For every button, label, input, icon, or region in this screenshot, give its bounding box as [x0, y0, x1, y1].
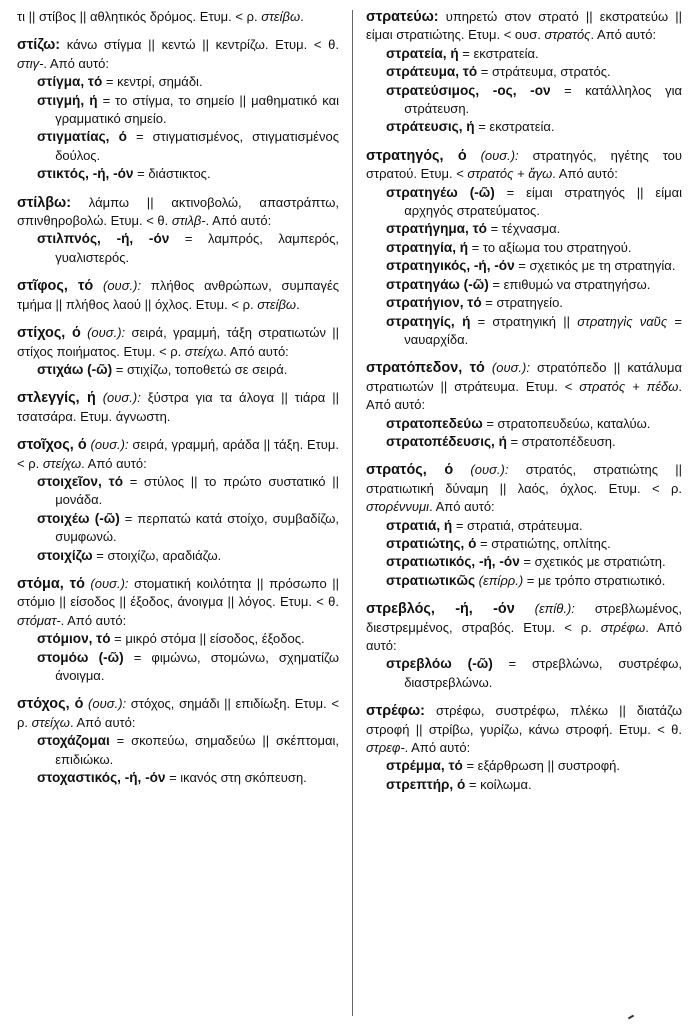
- entry: [366, 702, 682, 794]
- derived-definition-tail: = ναυαρχίδα.: [404, 313, 682, 347]
- entry-text: [17, 277, 339, 314]
- derived-word: στρατηγάω (-ῶ): [386, 276, 489, 292]
- derived-definition: = σκοπεύω, σημαδεύω || σκέπτομαι, επιδιώκω.: [55, 733, 339, 767]
- derived-entry: [386, 63, 682, 81]
- entry-text: [17, 575, 339, 630]
- entry-tail: .: [296, 296, 300, 312]
- etymology: στείβω: [257, 296, 297, 312]
- derived-definition: = στρατηγική ||: [470, 313, 578, 329]
- derived-entry: [386, 313, 682, 350]
- entry: [17, 695, 339, 787]
- derived-word: στοιχεῖον, τό: [37, 473, 123, 489]
- derived-definition: = στρατιώτης, οπλίτης.: [476, 535, 611, 551]
- derived-word: στιγμή, ή: [37, 92, 98, 108]
- entry-tail: . Από αυτό:: [429, 499, 495, 515]
- definition: λάμπω || ακτινοβολώ, απαστράπτω, σπινθηροβολώ. Ετυμ. < θ.: [17, 194, 339, 229]
- derived-definition: = ικανός στη σκόπευση.: [165, 770, 307, 786]
- entry-tail: . Από αυτό:: [366, 619, 682, 653]
- derived-definition: = είμαι στρατηγός || είμαι αρχηγός στρατεύματος.: [404, 184, 682, 219]
- definition: κάνω στίγμα || κεντώ || κεντρίζω. Ετυμ. < θ.: [60, 37, 339, 53]
- derived-word: στόμιον, τό: [37, 631, 111, 647]
- headword: στόμα, τό: [17, 575, 85, 592]
- entry: [366, 600, 682, 692]
- part-of-speech: (ουσ.):: [93, 278, 142, 294]
- derived-entry: [386, 433, 682, 451]
- derived-entry: [386, 239, 682, 257]
- derived-word: στοιχέω (-ῶ): [37, 510, 120, 526]
- derived-word: στράτευμα, τό: [386, 64, 478, 80]
- definition: πλήθος ανθρώπων, συμπαγές τμήμα || πλήθος λαού || όχλος. Ετυμ. < ρ.: [17, 278, 340, 312]
- entry-tail: . Από αυτό:: [69, 714, 136, 730]
- etymology: στόματ-: [17, 612, 61, 628]
- definition: στρατός, στρατιώτης || στρατιωτική δύναμη || λαός, όχλος. Ετυμ. < ρ.: [366, 462, 683, 496]
- part-of-speech: (ουσ.):: [80, 325, 126, 341]
- derived-entry: [386, 553, 682, 571]
- derived-word: στρατιωτικός, -ή, -όν: [386, 554, 520, 570]
- derived-definition: = εξάρθρωση || συστροφή.: [462, 758, 621, 774]
- derived-word: στράτευσις, ή: [386, 119, 475, 135]
- entry-tail: . Από αυτό:: [205, 213, 272, 229]
- entry: [17, 575, 339, 685]
- entry: [366, 8, 682, 137]
- headword: στοῖχος, ό: [17, 437, 87, 454]
- derived-entry: [37, 510, 339, 547]
- entry-text: [366, 359, 682, 414]
- derived-definition: = στιγματισμένος, στιγματισμένος δούλος.: [55, 129, 339, 163]
- entry-tail: . Από αυτό:: [60, 612, 127, 628]
- derived-definition: = στρατοπευδεύω, καταλύω.: [482, 415, 651, 431]
- entry-tail: . Από αυτό:: [552, 166, 618, 182]
- entry-tail: . Από αυτό:: [81, 455, 147, 471]
- entry-tail: . Από αυτό:: [223, 343, 289, 359]
- derived-entry: [386, 82, 682, 119]
- derived-entry: [37, 361, 339, 379]
- headword: στῖφος, τό: [17, 278, 94, 295]
- headword: στρατεύω:: [366, 9, 439, 25]
- entry: [366, 359, 682, 451]
- headword: στλεγγίς, ή: [17, 390, 96, 407]
- derived-entry: [37, 128, 339, 165]
- part-of-speech: (ουσ.):: [84, 575, 129, 591]
- derived-word: στικτός, -ή, -όν: [37, 166, 134, 182]
- headword: στρέφω:: [366, 703, 425, 720]
- derived-definition: = κεντρί, σημάδι.: [102, 74, 203, 90]
- derived-entry: [37, 230, 339, 267]
- headword: στίλβω:: [17, 194, 71, 211]
- derived-definition: = με τρόπο στρατιωτικό.: [523, 572, 666, 588]
- derived-definition: = περπατώ κατά στοίχο, συμβαδίζω, συμφωνώ.: [55, 510, 339, 545]
- derived-word: στρέμμα, τό: [386, 758, 463, 774]
- definition: στρατηγός, ηγέτης του στρατού. Ετυμ. <: [366, 147, 682, 182]
- entry: [366, 461, 682, 590]
- derived-definition: = το στίγμα, το σημείο || μαθηματικό και γραμματικό σημείο.: [55, 92, 339, 127]
- derived-entry: [386, 535, 682, 553]
- definition: στρέφω, συστρέφω, πλέκω || διατάζω στροφή || στρίβω, γυρίζω, κάνω στροφή. Ετυμ. < θ.: [366, 703, 682, 737]
- derived-definition: = κατάλληλος για στράτευση.: [404, 82, 682, 117]
- entry: [17, 277, 339, 314]
- derived-definition: = στρεβλώνω, συστρέφω, διαστρεβλώνω.: [404, 656, 682, 690]
- derived-definition: = κοίλωμα.: [465, 776, 532, 792]
- derived-word: στρατιωτικῶς: [386, 572, 476, 588]
- derived-definition: = στρατιά, στράτευμα.: [452, 517, 583, 533]
- part-of-speech: (επίθ.):: [514, 601, 575, 617]
- derived-word: στρατεύσιμος, -ος, -ον: [386, 82, 551, 98]
- derived-definition: = το αξίωμα του στρατηγού.: [468, 239, 632, 255]
- derived-definition: = στράτευμα, στρατός.: [477, 64, 611, 80]
- entry-text: [366, 147, 682, 184]
- part-of-speech: (ουσ.):: [95, 390, 141, 406]
- derived-entry: [386, 776, 682, 794]
- entry: [17, 36, 339, 183]
- derived-word: στιχάω (-ῶ): [37, 361, 113, 377]
- etymology: στιλβ-: [171, 213, 206, 229]
- etymology: στορέννυμι: [366, 499, 430, 515]
- derived-entry: [386, 257, 682, 275]
- entry-text: [17, 194, 339, 231]
- headword: στρατηγός, ό: [366, 147, 467, 164]
- derived-word: στοχάζομαι: [37, 733, 110, 749]
- derived-word: στρατιώτης, ό: [386, 535, 477, 551]
- derived-word: στρεπτήρ, ό: [386, 776, 466, 792]
- derived-word: στοχαστικός, -ή, -όν: [37, 770, 166, 786]
- entry: [17, 389, 339, 426]
- part-of-speech: (ουσ.):: [86, 437, 129, 453]
- derived-entry: [37, 732, 339, 769]
- derived-definition: = μικρό στόμα || είσοδος, έξοδος.: [110, 631, 305, 647]
- headword: στρατόπεδον, τό: [366, 360, 485, 377]
- derived-word: στίγμα, τό: [37, 74, 103, 90]
- derived-word: στρατιά, ή: [386, 517, 453, 533]
- definition: ξύστρα για τα άλογα || τιάρα || τσατσάρα. Ετυμ. άγνωστη.: [17, 390, 339, 424]
- derived-entry: [386, 572, 682, 590]
- derived-definition: = στρατηγείο.: [481, 295, 563, 311]
- entry-text: [366, 8, 682, 45]
- derived-definition: = σχετικός με τη στρατηγία.: [514, 258, 676, 274]
- entry: [366, 147, 682, 349]
- definition: στρατόπεδο || κατάλυμα στρατιωτών || στράτευμα. Ετυμ. <: [366, 360, 683, 394]
- derived-word: στρατοπεδεύω: [386, 415, 483, 431]
- entry-tail: . Από αυτό:: [43, 55, 110, 71]
- derived-definition: = στοιχίζω, αραδιάζω.: [92, 547, 222, 563]
- derived-word: στρατηγίς, ή: [386, 313, 471, 329]
- entry: [17, 194, 339, 268]
- derived-definition: = σχετικός με στρατιώτη.: [519, 554, 666, 570]
- derived-entry: [386, 45, 682, 63]
- definition: υπηρετώ στον στρατό || εκστρατεύω || είμαι στρατιώτης. Ετυμ. < ουσ.: [366, 9, 682, 43]
- right-column: [366, 8, 682, 804]
- part-of-speech: (ουσ.):: [83, 696, 127, 712]
- headword: στρεβλός, -ή, -όν: [366, 601, 515, 618]
- part-of-speech: (επίρρ.): [475, 572, 524, 588]
- entry-tail: . Από αυτό:: [366, 378, 683, 413]
- definition: σειρά, γραμμή, τάξη στρατιωτών || στίχος ποιήματος. Ετυμ. < ρ.: [17, 325, 340, 359]
- definition: σειρά, γραμμή, αράδα || τάξη. Ετυμ. < ρ.: [17, 437, 340, 471]
- part-of-speech: (ουσ.):: [484, 360, 530, 376]
- etymology: στείχω: [31, 714, 70, 730]
- headword: στίχος, ό: [17, 325, 81, 342]
- derived-entry: [386, 655, 682, 692]
- etymology: στρατός + ἄγω: [467, 166, 553, 182]
- derived-definition: = επιθυμώ να στρατηγήσω.: [488, 276, 651, 292]
- entry-text: [17, 695, 339, 732]
- derived-word: στοιχίζω: [37, 547, 93, 563]
- derived-definition: = εκστρατεία.: [458, 45, 539, 61]
- entry-text: [17, 389, 339, 426]
- entry-text: [17, 324, 339, 361]
- derived-entry: [386, 184, 682, 221]
- entry-text: [366, 600, 682, 655]
- derived-entry: [386, 276, 682, 294]
- column-divider: [352, 10, 353, 1016]
- derived-word: στιγματίας, ό: [37, 129, 127, 145]
- entry: [17, 324, 339, 379]
- derived-word: στρατηγικός, -ή, -όν: [386, 258, 515, 274]
- derived-entry: [37, 73, 339, 91]
- derived-word: στομόω (-ῶ): [37, 649, 124, 665]
- derived-entry: [386, 415, 682, 433]
- entry-tail: . Από αυτό:: [404, 740, 471, 756]
- derived-word: στρατηγία, ή: [386, 239, 469, 255]
- etymology: στιγ-: [17, 55, 44, 71]
- derived-definition: = εκστρατεία.: [474, 119, 555, 135]
- derived-entry: [386, 757, 682, 775]
- definition: στόχος, σημάδι || επιδίωξη. Ετυμ. < ρ.: [17, 696, 339, 730]
- entry-text: [17, 36, 339, 73]
- entry-text: [17, 8, 339, 26]
- definition: στοματική κοιλότητα || πρόσωπο || στόμιο || είσοδος || έξοδος, άνοιγμα || λόγος. Ετυμ. < θ.: [17, 575, 339, 610]
- derived-entry: [37, 473, 339, 510]
- entry-tail: .: [300, 9, 304, 24]
- derived-word: στιλπνός, -ή, -όν: [37, 231, 170, 247]
- derived-word: στρατήγιον, τό: [386, 295, 482, 311]
- etymology: στείβω: [261, 9, 301, 24]
- etymology: στρέφω: [600, 619, 646, 635]
- derived-word: στρατήγημα, τό: [386, 221, 487, 237]
- entry-text: [366, 461, 682, 516]
- entry-text: [366, 702, 682, 757]
- etymology: στρεφ-: [366, 740, 405, 756]
- derived-word: στρατοπέδευσις, ή: [386, 433, 507, 449]
- derived-definition: = διάστικτος.: [133, 166, 211, 182]
- derived-definition: = στύλος || το πρώτο συστατικό || μονάδα.: [55, 473, 339, 508]
- derived-definition: = φιμώνω, στομώνω, σχηματίζω άνοιγμα.: [55, 649, 339, 683]
- etymology: στρατός + πέδω: [579, 378, 679, 394]
- derived-definition: = στρατοπέδευση.: [506, 433, 616, 449]
- derived-entry: [37, 165, 339, 183]
- derived-entry: [37, 630, 339, 648]
- etymology: στρατός: [544, 27, 591, 43]
- left-column: [17, 8, 339, 797]
- derived-entry: [37, 649, 339, 686]
- entry: [17, 8, 339, 26]
- headword: στίζω:: [17, 37, 61, 54]
- entry-text: [17, 436, 339, 473]
- entry-tail: . Από αυτό:: [590, 27, 657, 43]
- derived-entry: [386, 517, 682, 535]
- corner-mark: [628, 1015, 634, 1020]
- derived-italic: στρατηγὶς ναῦς: [577, 313, 668, 329]
- headword: στόχος, ό: [17, 696, 84, 713]
- derived-entry: [37, 547, 339, 565]
- derived-word: στρεβλόω (-ῶ): [386, 656, 493, 672]
- derived-definition: = στιχίζω, τοποθετώ σε σειρά.: [112, 361, 288, 377]
- derived-entry: [37, 92, 339, 129]
- etymology: στείχω: [42, 455, 82, 471]
- part-of-speech: (ουσ.):: [453, 462, 509, 478]
- derived-entry: [386, 294, 682, 312]
- etymology: στείχω: [184, 343, 224, 359]
- headword: στρατός, ό: [366, 462, 454, 479]
- derived-definition: = λαμπρός, λαμπερός, γυαλιστερός.: [55, 231, 339, 265]
- derived-entry: [386, 118, 682, 136]
- part-of-speech: (ουσ.):: [466, 147, 519, 163]
- derived-entry: [37, 769, 339, 787]
- derived-definition: = τέχνασμα.: [486, 221, 561, 237]
- derived-entry: [386, 220, 682, 238]
- entry-lead: τι || στίβος || αθλητικός δρόμος. Ετυμ. < ρ.: [17, 9, 262, 24]
- derived-word: στρατηγέω (-ῶ): [386, 184, 495, 200]
- entry: [17, 436, 339, 565]
- definition: στρεβλωμένος, διεστρεμμένος, στραβός. Ετυμ. < ρ.: [366, 601, 682, 635]
- derived-word: στρατεία, ή: [386, 45, 459, 61]
